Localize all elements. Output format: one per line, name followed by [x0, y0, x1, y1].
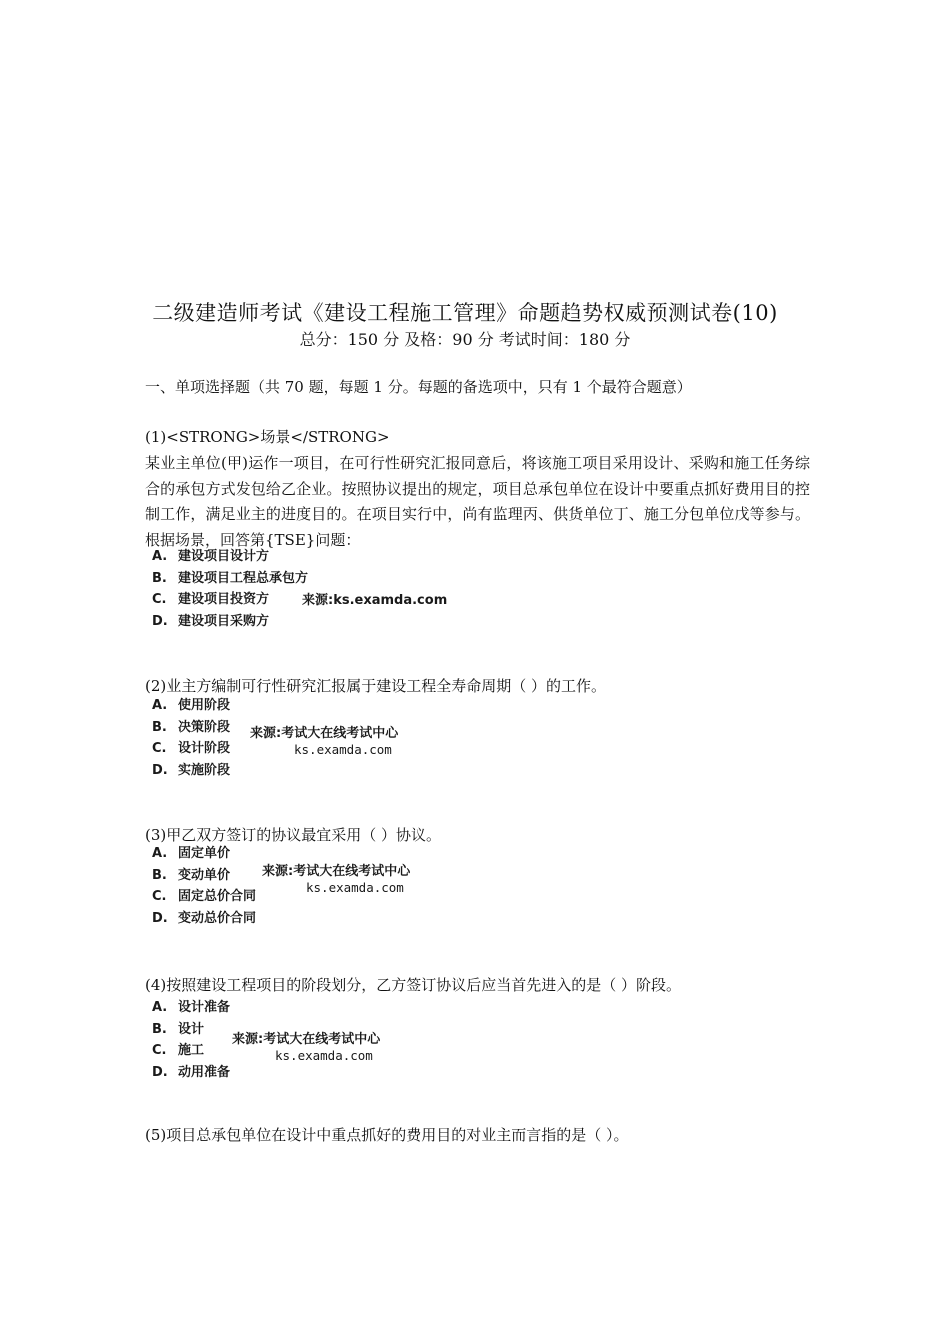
option-b[interactable]: B. 变动单价: [152, 867, 231, 883]
option-a[interactable]: A. 建设项目设计方: [152, 549, 270, 564]
option-c[interactable]: C. 建设项目投资方: [152, 592, 270, 607]
option-c[interactable]: C. 固定总价合同: [152, 889, 257, 904]
question-3-stem: (3)甲乙双方签订的协议最宜采用（ ）协议。: [145, 826, 442, 844]
source-watermark: 来源:考试大在线考试中心: [250, 726, 399, 741]
exam-title: 二级建造师考试《建设工程施工管理》命题趋势权威预测试卷(10): [152, 301, 778, 325]
option-b[interactable]: B. 设计: [152, 1021, 205, 1037]
section-heading: 一、单项选择题（共 70 题，每题 1 分。每题的备选项中，只有 1 个最符合题意）: [145, 378, 692, 396]
source-watermark: 来源:ks.examda.com: [302, 593, 448, 608]
question-2-options: [152, 695, 230, 781]
question-4-options: [152, 997, 230, 1083]
option-b[interactable]: B. 决策阶段: [152, 719, 231, 735]
source-url: ks.examda.com: [306, 880, 404, 895]
option-d[interactable]: D. 动用准备: [152, 1064, 231, 1080]
option-a[interactable]: A. 固定单价: [152, 846, 231, 861]
question-1-heading: (1)<STRONG>场景</STRONG>: [145, 428, 390, 446]
option-d[interactable]: D. 建设项目采购方: [152, 613, 270, 629]
question-3-options: [152, 843, 256, 929]
option-c[interactable]: C. 施工: [152, 1043, 205, 1058]
option-d[interactable]: D. 实施阶段: [152, 762, 231, 778]
question-1-scenario: 某业主单位(甲)运作一项目，在可行性研究汇报同意后，将该施工项目采用设计、采购和施工任务综合的承包方式发包给乙企业。按照协议提出的规定，项目总承包单位在设计中要重点抓好费用目的控制工作，满足业主的进度目的。在项目实行中，尚有监理丙、供货单位丁、施工分包单位戊等参与。 根据场景，回答第{TSE}问题：: [145, 454, 810, 549]
source-watermark: 来源:考试大在线考试中心: [262, 864, 411, 879]
question-4-stem: (4)按照建设工程项目的阶段划分，乙方签订协议后应当首先进入的是（ ）阶段。: [145, 976, 682, 994]
exam-info: 总分：150 分 及格：90 分 考试时间：180 分: [299, 330, 631, 349]
option-c[interactable]: C. 设计阶段: [152, 741, 231, 756]
option-d[interactable]: D. 变动总价合同: [152, 910, 257, 926]
question-2-stem: (2)业主方编制可行性研究汇报属于建设工程全寿命周期（ ）的工作。: [145, 677, 607, 695]
option-b[interactable]: B. 建设项目工程总承包方: [152, 570, 309, 586]
source-url: ks.examda.com: [275, 1048, 373, 1063]
question-1-options: [152, 546, 308, 632]
source-watermark: 来源:考试大在线考试中心: [232, 1032, 381, 1047]
option-a[interactable]: A. 使用阶段: [152, 698, 231, 713]
option-a[interactable]: A. 设计准备: [152, 1000, 231, 1015]
question-5-stem: (5)项目总承包单位在设计中重点抓好的费用目的对业主而言指的是（ ）。: [145, 1126, 629, 1144]
source-url: ks.examda.com: [294, 742, 392, 757]
